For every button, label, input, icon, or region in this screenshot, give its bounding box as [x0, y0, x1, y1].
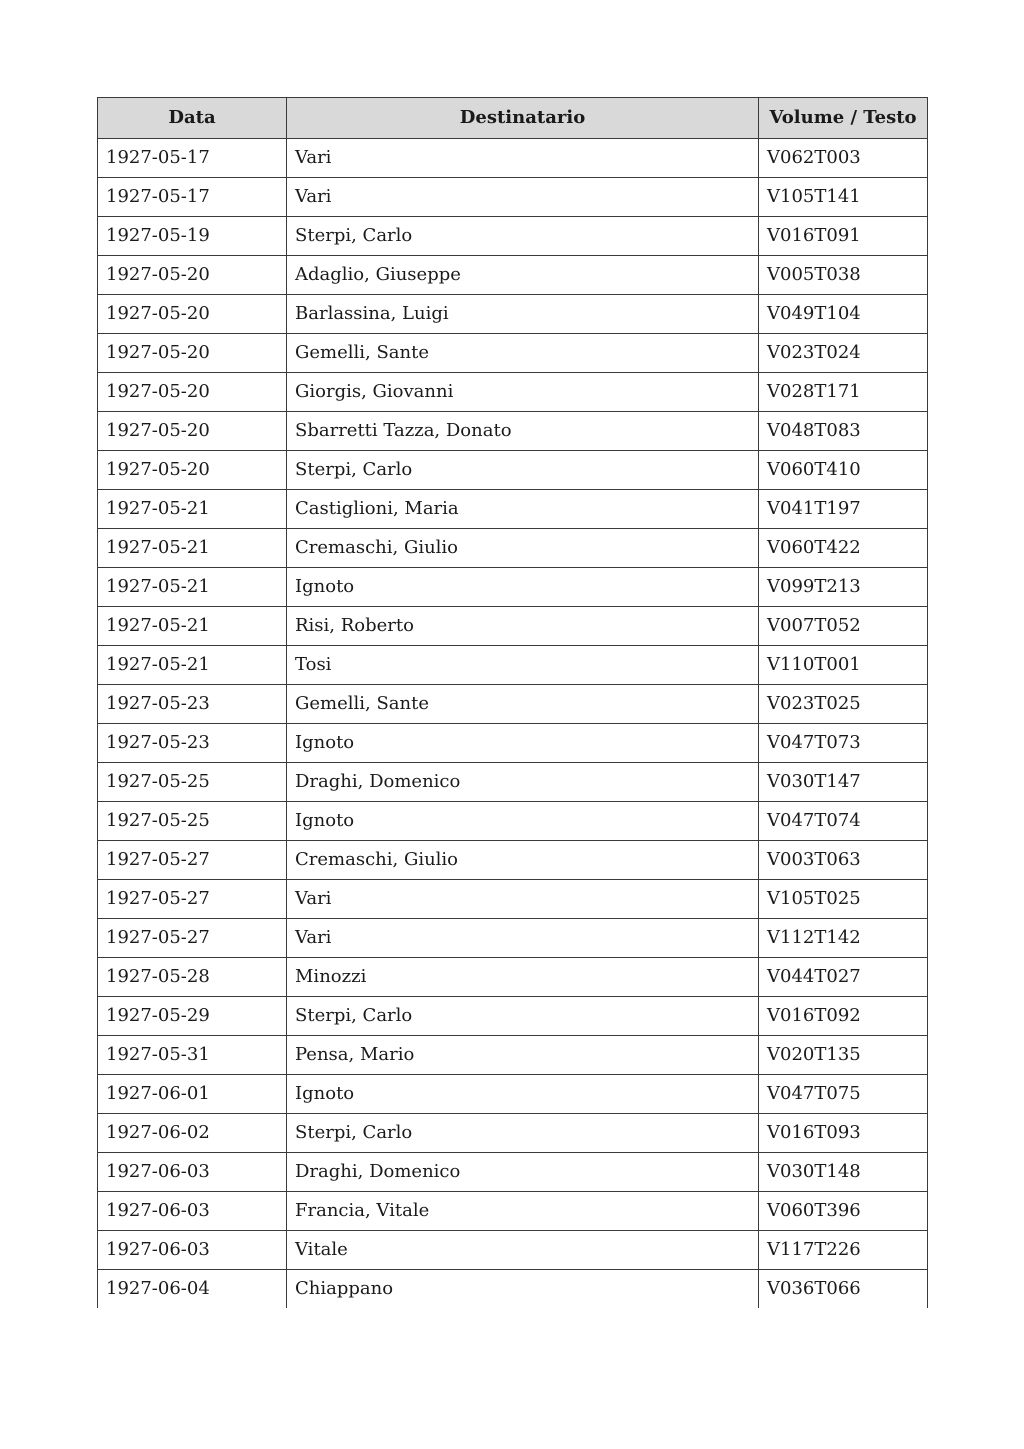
- table-row: [98, 997, 928, 1036]
- cell-volume: V023T024: [759, 334, 928, 373]
- cell-recipient: Minozzi: [287, 958, 759, 997]
- cell-date: 1927-06-03: [98, 1153, 287, 1192]
- cell-recipient: Vari: [287, 178, 759, 217]
- table-row: [98, 1192, 928, 1231]
- cell-date: 1927-05-20: [98, 412, 287, 451]
- cell-volume: V005T038: [759, 256, 928, 295]
- cell-recipient: Ignoto: [287, 802, 759, 841]
- cell-volume: V020T135: [759, 1036, 928, 1075]
- cell-volume: V030T148: [759, 1153, 928, 1192]
- table-row: [98, 1231, 928, 1270]
- cell-date: 1927-06-03: [98, 1192, 287, 1231]
- cell-recipient: Vari: [287, 919, 759, 958]
- cell-recipient: Adaglio, Giuseppe: [287, 256, 759, 295]
- cell-recipient: Pensa, Mario: [287, 1036, 759, 1075]
- cell-recipient: Draghi, Domenico: [287, 1153, 759, 1192]
- cell-recipient: Sterpi, Carlo: [287, 997, 759, 1036]
- cell-recipient: Sbarretti Tazza, Donato: [287, 412, 759, 451]
- cell-recipient: Castiglioni, Maria: [287, 490, 759, 529]
- cell-date: 1927-05-25: [98, 802, 287, 841]
- cell-recipient: Vari: [287, 139, 759, 178]
- table-row: [98, 490, 928, 529]
- cell-date: 1927-05-20: [98, 256, 287, 295]
- cell-recipient: Vari: [287, 880, 759, 919]
- cell-recipient: Vitale: [287, 1231, 759, 1270]
- cell-date: 1927-06-01: [98, 1075, 287, 1114]
- header-row: [98, 98, 928, 139]
- cell-recipient: Cremaschi, Giulio: [287, 841, 759, 880]
- cell-recipient: Ignoto: [287, 1075, 759, 1114]
- table-row: [98, 607, 928, 646]
- cell-volume: V117T226: [759, 1231, 928, 1270]
- cell-date: 1927-05-20: [98, 334, 287, 373]
- column-header-recipient: Destinatario: [287, 98, 759, 139]
- table-row: [98, 1270, 928, 1309]
- cell-volume: V044T027: [759, 958, 928, 997]
- cell-volume: V110T001: [759, 646, 928, 685]
- table-row: [98, 763, 928, 802]
- cell-date: 1927-05-20: [98, 373, 287, 412]
- cell-recipient: Sterpi, Carlo: [287, 217, 759, 256]
- table-row: [98, 919, 928, 958]
- table-row: [98, 724, 928, 763]
- cell-date: 1927-05-28: [98, 958, 287, 997]
- cell-date: 1927-05-25: [98, 763, 287, 802]
- cell-volume: V060T396: [759, 1192, 928, 1231]
- cell-date: 1927-05-27: [98, 880, 287, 919]
- column-header-volume: Volume / Testo: [759, 98, 928, 139]
- cell-date: 1927-05-20: [98, 451, 287, 490]
- cell-recipient: Giorgis, Giovanni: [287, 373, 759, 412]
- cell-recipient: Gemelli, Sante: [287, 685, 759, 724]
- cell-volume: V060T410: [759, 451, 928, 490]
- cell-date: 1927-05-17: [98, 139, 287, 178]
- cell-volume: V047T075: [759, 1075, 928, 1114]
- cell-date: 1927-05-21: [98, 646, 287, 685]
- cell-volume: V048T083: [759, 412, 928, 451]
- table-row: [98, 1075, 928, 1114]
- table-body: [98, 139, 928, 1309]
- table-row: [98, 880, 928, 919]
- table-row: [98, 295, 928, 334]
- cell-volume: V016T091: [759, 217, 928, 256]
- table-row: [98, 646, 928, 685]
- letters-index-table: [97, 97, 928, 1308]
- cell-volume: V105T141: [759, 178, 928, 217]
- cell-recipient: Francia, Vitale: [287, 1192, 759, 1231]
- cell-date: 1927-06-04: [98, 1270, 287, 1309]
- cell-volume: V016T093: [759, 1114, 928, 1153]
- cell-volume: V036T066: [759, 1270, 928, 1309]
- cell-recipient: Barlassina, Luigi: [287, 295, 759, 334]
- cell-volume: V049T104: [759, 295, 928, 334]
- cell-date: 1927-05-27: [98, 919, 287, 958]
- table-row: [98, 958, 928, 997]
- cell-date: 1927-05-21: [98, 529, 287, 568]
- table-row: [98, 685, 928, 724]
- table-row: [98, 451, 928, 490]
- cell-date: 1927-06-03: [98, 1231, 287, 1270]
- cell-date: 1927-05-19: [98, 217, 287, 256]
- cell-recipient: Sterpi, Carlo: [287, 1114, 759, 1153]
- table-row: [98, 1114, 928, 1153]
- table-header: [98, 98, 928, 139]
- cell-date: 1927-05-23: [98, 685, 287, 724]
- cell-volume: V016T092: [759, 997, 928, 1036]
- cell-volume: V060T422: [759, 529, 928, 568]
- cell-volume: V023T025: [759, 685, 928, 724]
- cell-volume: V105T025: [759, 880, 928, 919]
- table-row: [98, 412, 928, 451]
- cell-date: 1927-05-23: [98, 724, 287, 763]
- cell-volume: V007T052: [759, 607, 928, 646]
- cell-date: 1927-05-20: [98, 295, 287, 334]
- cell-volume: V030T147: [759, 763, 928, 802]
- cell-volume: V047T073: [759, 724, 928, 763]
- cell-volume: V112T142: [759, 919, 928, 958]
- table-row: [98, 529, 928, 568]
- table-row: [98, 568, 928, 607]
- table-row: [98, 334, 928, 373]
- cell-recipient: Tosi: [287, 646, 759, 685]
- column-header-date: Data: [98, 98, 287, 139]
- cell-recipient: Draghi, Domenico: [287, 763, 759, 802]
- cell-recipient: Chiappano: [287, 1270, 759, 1309]
- cell-recipient: Cremaschi, Giulio: [287, 529, 759, 568]
- cell-date: 1927-05-31: [98, 1036, 287, 1075]
- cell-recipient: Sterpi, Carlo: [287, 451, 759, 490]
- cell-date: 1927-06-02: [98, 1114, 287, 1153]
- cell-recipient: Gemelli, Sante: [287, 334, 759, 373]
- cell-date: 1927-05-21: [98, 607, 287, 646]
- cell-recipient: Ignoto: [287, 724, 759, 763]
- cell-date: 1927-05-27: [98, 841, 287, 880]
- cell-volume: V062T003: [759, 139, 928, 178]
- table-row: [98, 1153, 928, 1192]
- table-row: [98, 256, 928, 295]
- table-row: [98, 373, 928, 412]
- table-row: [98, 139, 928, 178]
- table-row: [98, 178, 928, 217]
- cell-volume: V028T171: [759, 373, 928, 412]
- cell-date: 1927-05-21: [98, 490, 287, 529]
- table-row: [98, 1036, 928, 1075]
- table-row: [98, 841, 928, 880]
- cell-volume: V099T213: [759, 568, 928, 607]
- cell-date: 1927-05-29: [98, 997, 287, 1036]
- cell-date: 1927-05-21: [98, 568, 287, 607]
- table-row: [98, 802, 928, 841]
- cell-recipient: Ignoto: [287, 568, 759, 607]
- table-row: [98, 217, 928, 256]
- cell-date: 1927-05-17: [98, 178, 287, 217]
- cell-volume: V041T197: [759, 490, 928, 529]
- cell-volume: V003T063: [759, 841, 928, 880]
- cell-volume: V047T074: [759, 802, 928, 841]
- cell-recipient: Risi, Roberto: [287, 607, 759, 646]
